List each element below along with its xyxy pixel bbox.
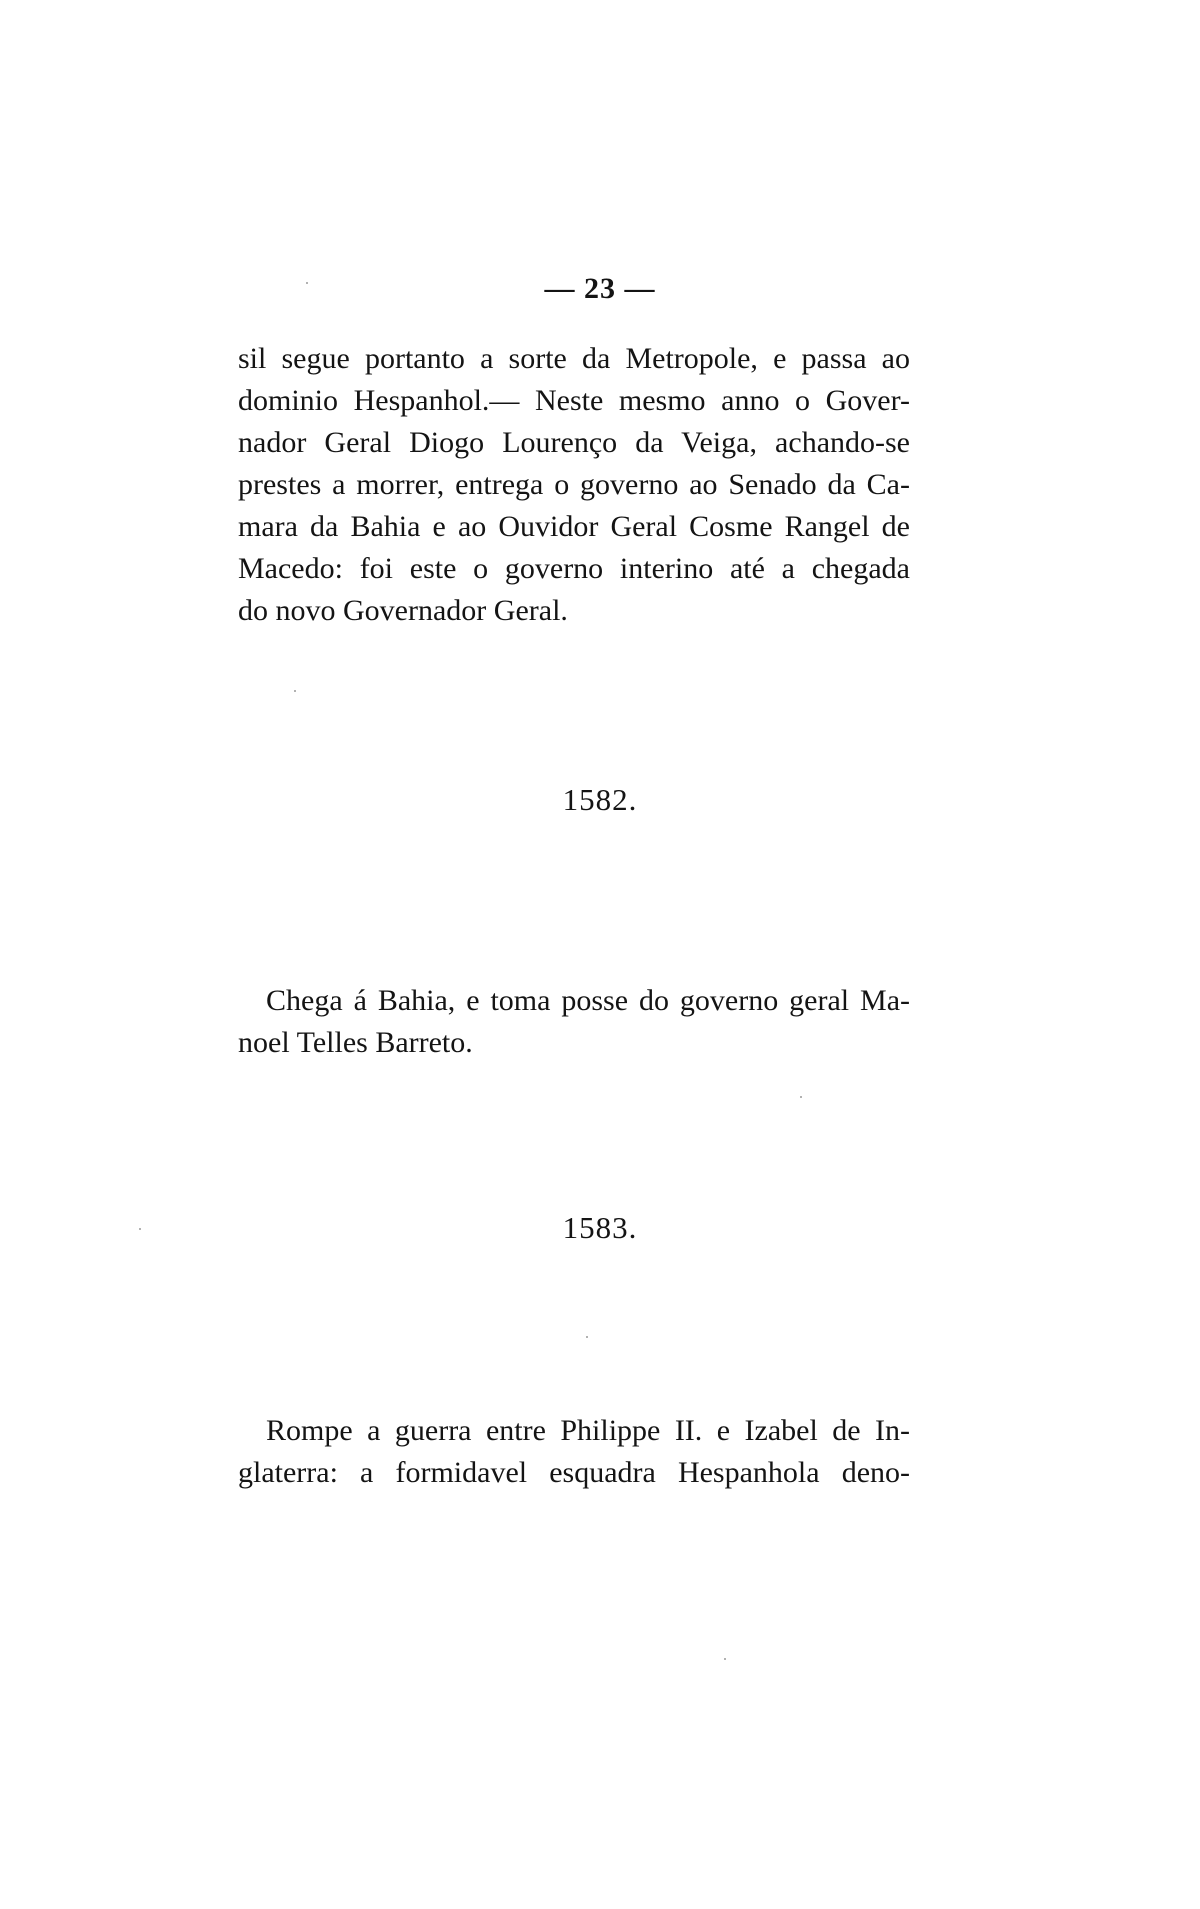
year-heading-1583: 1583. — [562, 1210, 638, 1245]
text-line: dominio Hespanhol.— Neste mesmo anno o Gover- — [238, 384, 910, 417]
page-number: — 23 — — [544, 272, 656, 305]
print-speck — [139, 1228, 141, 1230]
print-speck — [294, 690, 296, 692]
print-speck — [306, 282, 308, 284]
text-line: prestes a morrer, entrega o governo ao Senado da Ca- — [238, 468, 910, 501]
text-line: glaterra: a formidavel esquadra Hespanhola deno- — [238, 1456, 910, 1489]
print-speck — [800, 1096, 802, 1098]
paragraph-3 — [238, 1410, 910, 1494]
text-line: do novo Governador Geral. — [238, 594, 568, 627]
text-line: nador Geral Diogo Lourenço da Veiga, achando-se — [238, 426, 910, 459]
text-line: Chega á Bahia, e toma posse do governo geral Ma- — [266, 984, 910, 1017]
print-speck — [724, 1658, 726, 1660]
text-line: sil segue portanto a sorte da Metropole, e passa ao — [238, 342, 910, 375]
paragraph-1 — [238, 338, 910, 632]
paragraph-2 — [238, 980, 910, 1064]
year-heading-1582: 1582. — [562, 782, 638, 817]
text-line: mara da Bahia e ao Ouvidor Geral Cosme Rangel de — [238, 510, 910, 543]
print-speck — [586, 1336, 588, 1338]
text-line: Rompe a guerra entre Philippe II. e Izabel de In- — [266, 1414, 910, 1447]
text-line: noel Telles Barreto. — [238, 1026, 473, 1059]
text-line: Macedo: foi este o governo interino até a chegada — [238, 552, 910, 585]
